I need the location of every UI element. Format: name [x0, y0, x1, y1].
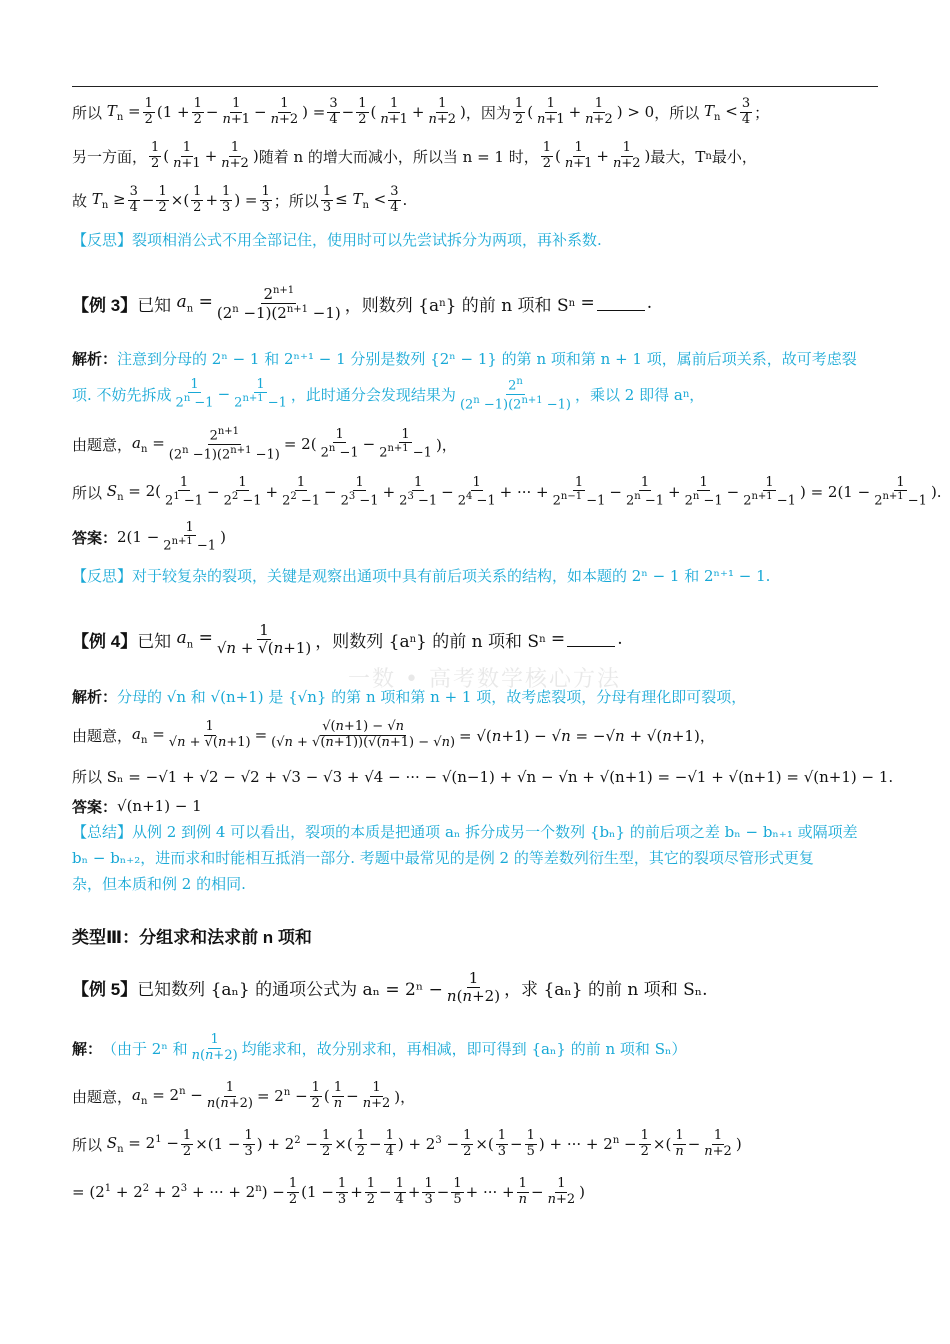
answer-line: 答案： 2(1 − $\frac{1}{2^{n+1} -1}$ )	[72, 519, 226, 554]
solution-label: 解析：	[72, 350, 118, 368]
text-run: （由于 2ⁿ 和	[102, 1039, 188, 1058]
text-run: 注意到分母的 2ⁿ − 1 和 2ⁿ⁺¹ − 1 分别是数列 {2ⁿ − 1} 的第 n 项和第 n + 1 项，属前后项关系，故可考虑裂	[117, 349, 857, 368]
text-run: 所以	[72, 483, 103, 502]
text-line: 另一方面， $\frac{1}{2}$ ( $\frac{1}{n+1}$ + $\frac{1}{n+2}$ ) 随着 n 的增大而减小，所以当 n = 1 时， $\frac{1}{2}$ ( $\frac{1}{n+1}$ + $\frac{1}{n+2}$ ) 最大，T n 最小，	[72, 140, 757, 171]
text-run: 已知	[137, 295, 172, 316]
answer-blank	[597, 296, 645, 311]
text-run: ，则数列 {a	[344, 295, 440, 316]
text-run: ，此时通分会发现结果为	[290, 385, 456, 404]
text-run: 另一方面，	[72, 147, 148, 166]
answer-label: 答案：	[72, 798, 118, 816]
example-label: 【例 3】	[72, 295, 138, 315]
text-run: 最大，T	[650, 147, 706, 166]
note-text: bₙ − bₙ₊₂，进而求和时能相互抵消一部分. 考题中最常见的是例 2 的等差数列衍生型，其它的裂项尽管形式更复	[72, 848, 814, 867]
text-line: 所以 $T_n$ = $\frac{1}{2}$ (1 + $\frac{1}{2}$ − $\frac{1}{n+1}$ − $\frac{1}{n+2}$ ) = $\frac{3}{4}$ − $\frac{1}{2}$ ( $\frac{1}{n+1}$ + $\frac{1}{n+2}$ ) ，因为 $\frac{1}{2}$ ( $\frac{1}{n+1}$ + $\frac{1}{n+2}$ ) > 0 ，所以 $T_n$ < $\frac{3}{4}$ ；	[72, 96, 770, 127]
text-run: ，则数列 {a	[315, 631, 410, 652]
example-label: 【例 5】	[72, 979, 138, 999]
text-run: 最小，	[711, 147, 757, 166]
note-text: 裂项相消公式不用全部记住，使用时可以先尝试拆分为两项，再补系数.	[132, 230, 602, 249]
solution-label: 解析：	[72, 688, 118, 706]
note-text: 从例 2 到例 4 可以看出，裂项的本质是把通项 aₙ 拆分成另一个数列 {bₙ} 的前后项之差 bₙ − bₙ₊₁ 或隔项差	[132, 822, 858, 841]
answer-value: √(n+1) − 1	[117, 797, 202, 815]
derivation-line: 由题意， $a_n$ = $\frac{2^{n+1}}{(2^n -1)(2^{n+1} -1)}$ = 2( $\frac{1}{2^n -1}$ − $\frac{1}{2^{n+1} -1}$ )，	[72, 425, 457, 462]
reflection-note	[72, 228, 878, 250]
text-line: 故 $T_n$ ≥ $\frac{3}{4}$ − $\frac{1}{2}$ ×( $\frac{1}{2}$ + $\frac{1}{3}$ ) = $\frac{1}{3}$ ；所以 $\frac{1}{3}$ ≤ $T_n$ < $\frac{3}{4}$ .	[72, 184, 408, 215]
watermark: 一数 • 高考数学核心方法	[348, 667, 621, 692]
note-text: 杂，但本质和例 2 的相同.	[72, 874, 246, 893]
solution-line: 解： （由于 2ⁿ 和 $\frac{1}{n(n+2)}$ 均能求和，故分别求和，再相减，即可得到 {aₙ} 的前 n 项和 Sₙ）	[72, 1032, 687, 1063]
derivation-line	[72, 764, 894, 788]
reflection-note	[72, 564, 878, 586]
heading-text: 类型Ⅲ：分组求和法求前 n 项和	[72, 927, 312, 947]
example-3-stem: 【例 3】 已知 $a_n$ = $\frac{2^{n+1}}{(2^n -1)(2^{n+1} -1)}$ ，则数列 {a n } 的前 n 项和 S n = .	[72, 285, 653, 322]
summary-note	[72, 846, 878, 868]
text-run: ；所以	[273, 191, 319, 210]
example-label: 【例 4】	[72, 631, 138, 651]
solution-label: 解：	[72, 1040, 103, 1058]
derivation-line: 所以 $S_n = 2^1$ − $\frac{1}{2}$ ×(1 − $\frac{1}{3}$ ) + $2^2$ − $\frac{1}{2}$ ×( $\frac{1}{2}$ − $\frac{1}{4}$ ) + $2^3$ − $\frac{1}{2}$ ×( $\frac{1}{3}$ − $\frac{1}{5}$ ) + ··· + $2^n$ − $\frac{1}{2}$ ×( $\frac{1}{n}$ − $\frac{1}{n+2}$ )	[72, 1128, 742, 1159]
derivation-line: 所以 $S_n = 2$( $\frac{1}{2^1 -1}$ − $\frac{1}{2^2 -1}$ + $\frac{1}{2^2 -1}$ − $\frac{1}{2^3 -1}$ + $\frac{1}{2^3 -1}$ − $\frac{1}{2^4 -1}$ + ··· + $\frac{1}{2^{n-1} -1}$ − $\frac{1}{2^n -1}$ + $\frac{1}{2^n -1}$ − $\frac{1}{2^{n+1} -1}$ ) = 2(1 − $\frac{1}{2^{n+1} -1}$ ).	[72, 474, 942, 509]
answer-label: 答案：	[72, 529, 118, 547]
text-run: 由题意，	[72, 1087, 133, 1106]
note-label: 【总结】	[72, 822, 133, 841]
solution-line	[72, 346, 878, 370]
note-text: 对于较复杂的裂项，关键是观察出通项中具有前后项关系的结构，如本题的 2ⁿ − 1 和 2ⁿ⁺¹ − 1.	[132, 566, 771, 585]
example-4-stem: 【例 4】 已知 $a_n$ = $\frac{1}{√n + √(n+1)}$ ，则数列 {a n } 的前 n 项和 S n = .	[72, 621, 623, 657]
note-label: 【反思】	[72, 566, 133, 585]
solution-line: 项. 不妨先拆成 $\frac{1}{2^n -1}$ − $\frac{1}{2^{n+1} -1}$ ，此时通分会发现结果为 $\frac{2^n}{(2^n -1)(2^{n+1} -1)}$ ，乘以 2 即得 a n ，	[72, 375, 705, 412]
example-5-stem: 【例 5】 已知数列 {aₙ} 的通项公式为 aₙ = 2ⁿ − $\frac{1}{n(n+2)}$ ，求 {aₙ} 的前 n 项和 Sₙ.	[72, 969, 708, 1005]
text-run: } 的前 n 项和 S	[445, 295, 569, 316]
text-run: ，因为	[465, 103, 511, 122]
derivation-line: = ($2^1 + 2^2 + 2^3$ + ··· + $2^n$) − $\frac{1}{2}$ (1 − $\frac{1}{3}$ + $\frac{1}{2}$ − $\frac{1}{4}$ + $\frac{1}{3}$ − $\frac{1}{5}$ + ··· + $\frac{1}{n}$ − $\frac{1}{n+2}$ )	[72, 1176, 585, 1207]
text-run: 故	[72, 191, 88, 210]
answer-blank	[567, 632, 615, 647]
answer-line	[72, 794, 878, 818]
text-run: 由题意，	[72, 726, 133, 745]
text-run: ，求 {aₙ} 的前 n 项和 Sₙ.	[504, 979, 708, 1000]
solution-line	[72, 684, 878, 708]
derivation-line: 由题意， $a_n = 2^n$ − $\frac{1}{n(n+2)}$ = $2^n$ − $\frac{1}{2}$ ( $\frac{1}{n}$ − $\frac{1}{n+2}$ )，	[72, 1080, 416, 1111]
derivation-line: 由题意， $a_n$ = $\frac{1}{√n + √(n+1)}$ = $\frac{√(n+1) - √n}{(√n + √(n+1))(√(n+1) - √n)}$ = √(n+1) − √n = −√n + √(n+1)，	[72, 719, 715, 750]
summary-note	[72, 872, 878, 894]
summary-note	[72, 820, 878, 842]
text-run: ，所以	[654, 103, 700, 122]
note-label: 【反思】	[72, 230, 133, 249]
text-run: 所以	[72, 103, 103, 122]
text-run: 所以	[72, 1135, 103, 1154]
text-run: 均能求和，故分别求和，再相减，即可得到 {aₙ} 的前 n 项和 Sₙ）	[241, 1039, 687, 1058]
text-run: 由题意，	[72, 435, 133, 454]
text-run: 已知数列 {aₙ} 的通项公式为 aₙ = 2ⁿ −	[137, 979, 443, 1000]
text-run: ，乘以 2 即得 a	[575, 385, 683, 404]
header-rule	[72, 86, 878, 87]
text-run: 随着 n 的增大而减小，所以当 n = 1 时，	[258, 147, 539, 166]
text-run: 所以 Sₙ = −√1 + √2 − √2 + √3 − √3 + √4 − ··· − √(n−1) + √n − √n + √(n+1) = −√1 + √(n+1) = √(n+1) − 1.	[72, 767, 894, 786]
text-run: } 的前 n 项和 S	[416, 631, 540, 652]
text-run: 已知	[137, 631, 172, 652]
text-run: 项. 不妨先拆成	[72, 385, 172, 404]
section-heading	[72, 922, 878, 948]
text-run: 分母的 √n 和 √(n+1) 是 {√n} 的第 n 项和第 n + 1 项，故考虑裂项，分母有理化即可裂项，	[117, 687, 747, 706]
